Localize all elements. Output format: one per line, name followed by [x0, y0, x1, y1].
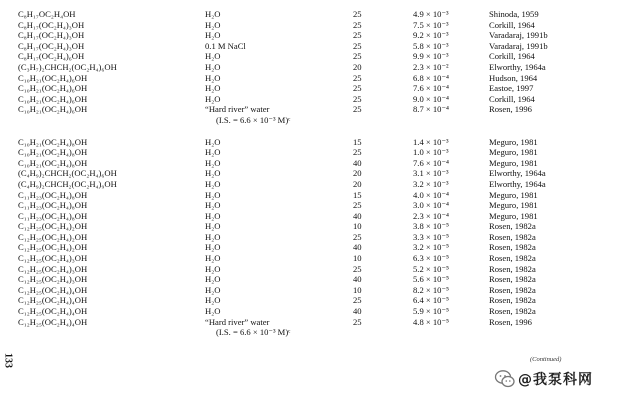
temperature-cell: 25: [353, 9, 362, 19]
cmc-value-cell: 7.6 × 10⁻⁴: [413, 157, 450, 168]
solvent-cell: H₂O: [205, 263, 221, 274]
solvent-cell: “Hard river” water: [205, 104, 270, 115]
surfactant-formula-cell: C₈H₁₇(OC₂H₄)₃OH: [18, 40, 85, 51]
solvent-cell: H₂O: [205, 200, 221, 211]
solvent-cell: H₂O: [205, 189, 221, 200]
temperature-cell: 20: [353, 61, 362, 72]
surfactant-formula-cell: C₁₀H₂₁(OC₂H₄)₆OH: [18, 72, 88, 83]
solvent-cell: H₂O: [205, 168, 221, 179]
surfactant-formula-cell: (C₃H₇)₂CHCH₂(OC₂H₄)₆OH: [18, 61, 117, 72]
solvent-cell: H₂O: [205, 231, 221, 242]
solvent-cell: H₂O: [205, 51, 221, 62]
reference-cell: Shinoda, 1959: [489, 9, 539, 19]
table-row: [0, 317, 623, 328]
cmc-value-cell: 3.8 × 10⁻⁵: [413, 221, 450, 232]
cmc-value-cell: 3.1 × 10⁻³: [413, 168, 449, 179]
cmc-data-table: [0, 9, 623, 338]
temperature-cell: 25: [353, 263, 362, 274]
cmc-value-cell: 2.3 × 10⁻⁴: [413, 210, 450, 221]
temperature-cell: 25: [353, 40, 362, 51]
reference-cell: Rosen, 1982a: [489, 242, 536, 253]
temperature-cell: 25: [353, 51, 362, 62]
cmc-value-cell: 6.3 × 10⁻⁵: [413, 253, 450, 264]
table-row: [0, 62, 623, 73]
reference-cell: Rosen, 1982a: [489, 263, 536, 274]
surfactant-formula-cell: C₁₂H₂₅(OC₂H₄)₂OH: [18, 242, 88, 253]
solvent-cell: H₂O: [205, 178, 221, 189]
solvent-cell: H₂O: [205, 93, 221, 104]
reference-cell: Meguro, 1981: [489, 147, 538, 158]
table-row: [0, 147, 623, 158]
surfactant-formula-cell: C₈H₁₇(OC₂H₄)₆OH: [18, 51, 85, 62]
cmc-value-cell: 3.0 × 10⁻⁴: [413, 200, 450, 211]
surfactant-formula-cell: C₁₀H₂₁(OC₂H₄)₈OH: [18, 136, 88, 147]
temperature-cell: 10: [353, 284, 362, 295]
table-row: [0, 168, 623, 179]
table-row-continuation: [0, 327, 623, 338]
solvent-cell: H₂O: [205, 295, 221, 306]
reference-cell: Rosen, 1982a: [489, 295, 536, 306]
surfactant-formula-cell: C₁₂H₂₅(OC₂H₄)₄OH: [18, 306, 88, 317]
table-row: [0, 9, 623, 20]
cmc-value-cell: 4.0 × 10⁻⁴: [413, 189, 450, 200]
cmc-value-cell: 5.2 × 10⁻⁵: [413, 263, 450, 274]
surfactant-formula-cell: C₁₂H₂₅(OC₂H₄)₃OH: [18, 274, 88, 285]
cmc-value-cell: 9.9 × 10⁻³: [413, 51, 449, 62]
temperature-cell: 20: [353, 178, 362, 189]
reference-cell: Eastoe, 1997: [489, 83, 534, 94]
cmc-value-cell: 5.9 × 10⁻⁵: [413, 306, 450, 317]
cmc-value-cell: 5.8 × 10⁻³: [413, 40, 449, 51]
table-row: [0, 232, 623, 243]
surfactant-formula-cell: C₁₀H₂₁(OC₂H₄)₆OH: [18, 83, 88, 94]
surfactant-formula-cell: C₁₁H₂₃(OC₂H₄)₈OH: [18, 189, 88, 200]
surfactant-formula-cell: C₁₂H₂₅(OC₂H₄)₂OH: [18, 231, 88, 242]
solvent-cell: H₂O: [205, 61, 221, 72]
cmc-value-cell: 3.3 × 10⁻⁵: [413, 231, 450, 242]
solvent-cell: H₂O: [205, 157, 221, 168]
cmc-value-cell: 3.2 × 10⁻³: [413, 178, 449, 189]
table-row: [0, 94, 623, 105]
surfactant-formula-cell: C₈H₁₇(OC₂H₄)₃OH: [18, 19, 85, 30]
surfactant-formula-cell: C₁₂H₂₅(OC₂H₄)₄OH: [18, 316, 88, 327]
solvent-cell: H₂O: [205, 284, 221, 295]
reference-cell: Meguro, 1981: [489, 200, 538, 211]
surfactant-formula-cell: C₁₀H₂₁(OC₂H₄)₈OH: [18, 157, 88, 168]
table-row: [0, 253, 623, 264]
table-row: [0, 73, 623, 84]
temperature-cell: 25: [353, 19, 362, 30]
cmc-value-cell: 7.5 × 10⁻³: [413, 19, 449, 30]
reference-cell: Elworthy, 1964a: [489, 168, 546, 179]
cmc-value-cell: 2.3 × 10⁻²: [413, 61, 449, 72]
temperature-cell: 25: [353, 93, 362, 104]
table-row: [0, 137, 623, 148]
solvent-cell: H₂O: [205, 242, 221, 253]
reference-cell: Meguro, 1981: [489, 189, 538, 200]
solvent-cell: H₂O: [205, 274, 221, 285]
reference-cell: Rosen, 1996: [489, 316, 532, 327]
reference-cell: Rosen, 1982a: [489, 221, 536, 232]
cmc-value-cell: 8.7 × 10⁻⁴: [413, 104, 450, 115]
cmc-value-cell: 7.6 × 10⁻⁴: [413, 83, 450, 94]
temperature-cell: 20: [353, 168, 362, 179]
table-row: [0, 30, 623, 41]
table-row: [0, 20, 623, 31]
table-row: [0, 285, 623, 296]
reference-cell: Rosen, 1996: [489, 104, 532, 115]
table-row: [0, 104, 623, 115]
reference-cell: Rosen, 1982a: [489, 253, 536, 264]
table-row: [0, 41, 623, 52]
temperature-cell: 25: [353, 295, 362, 306]
table-row: [0, 179, 623, 190]
reference-cell: Meguro, 1981: [489, 210, 538, 221]
temperature-cell: 40: [353, 306, 362, 317]
surfactant-formula-cell: C₁₀H₂₁(OC₂H₄)₆OH: [18, 93, 88, 104]
page-number: 133: [2, 353, 14, 368]
surfactant-formula-cell: C₁₀H₂₁(OC₂H₄)₈OH: [18, 147, 88, 158]
surfactant-formula-cell: C₈H₁₇OC₂H₄OH: [18, 9, 76, 19]
surfactant-formula-cell: C₁₀H₂₁(OC₂H₄)₆OH: [18, 104, 88, 115]
temperature-cell: 25: [353, 30, 362, 41]
temperature-cell: 25: [353, 231, 362, 242]
solvent-cell: H₂O: [205, 136, 221, 147]
surfactant-formula-cell: (C₄H₉)₂CHCH₂(OC₂H₄)₆OH: [18, 168, 117, 179]
solvent-cell: H₂O: [205, 9, 221, 19]
solvent-cell: H₂O: [205, 19, 221, 30]
solvent-cell: H₂O: [205, 72, 221, 83]
reference-cell: Varadaraj, 1991b: [489, 30, 548, 41]
reference-cell: Corkill, 1964: [489, 51, 535, 62]
solvent-cell: H₂O: [205, 83, 221, 94]
solvent-cell: “Hard river” water: [205, 316, 270, 327]
cmc-value-cell: 6.4 × 10⁻⁵: [413, 295, 450, 306]
reference-cell: Rosen, 1982a: [489, 284, 536, 295]
temperature-cell: 25: [353, 104, 362, 115]
cmc-value-cell: 9.0 × 10⁻⁴: [413, 93, 450, 104]
table-row: [0, 200, 623, 211]
reference-cell: Corkill, 1964: [489, 19, 535, 30]
table-row: [0, 158, 623, 169]
cmc-value-cell: 8.2 × 10⁻⁵: [413, 284, 450, 295]
table-row: [0, 51, 623, 62]
temperature-cell: 25: [353, 83, 362, 94]
surfactant-formula-cell: C₁₂H₂₅(OC₂H₄)₂OH: [18, 221, 88, 232]
table-row: [0, 242, 623, 253]
solvent-cell: (I.S. = 6.6 × 10⁻³ M)ᶜ: [216, 327, 291, 338]
surfactant-formula-cell: C₈H₁₇(OC₂H₄)₃OH: [18, 30, 85, 41]
table-row: [0, 211, 623, 222]
surfactant-formula-cell: C₁₁H₂₃(OC₂H₄)₈OH: [18, 210, 88, 221]
reference-cell: Rosen, 1982a: [489, 231, 536, 242]
reference-cell: Elworthy, 1964a: [489, 61, 546, 72]
cmc-value-cell: 6.8 × 10⁻⁴: [413, 72, 450, 83]
cmc-value-cell: 1.4 × 10⁻³: [413, 136, 449, 147]
table-row: [0, 306, 623, 317]
table-row: [0, 190, 623, 201]
reference-cell: Rosen, 1982a: [489, 306, 536, 317]
temperature-cell: 25: [353, 200, 362, 211]
solvent-cell: H₂O: [205, 306, 221, 317]
watermark: [494, 366, 593, 392]
temperature-cell: 25: [353, 316, 362, 327]
surfactant-formula-cell: C₁₂H₂₅(OC₂H₄)₄OH: [18, 295, 88, 306]
solvent-cell: H₂O: [205, 253, 221, 264]
reference-cell: Meguro, 1981: [489, 136, 538, 147]
cmc-value-cell: 4.8 × 10⁻⁵: [413, 316, 450, 327]
temperature-cell: 15: [353, 189, 362, 200]
solvent-cell: 0.1 M NaCl: [205, 40, 246, 51]
table-row-continuation: [0, 115, 623, 126]
temperature-cell: 40: [353, 242, 362, 253]
reference-cell: Corkill, 1964: [489, 93, 535, 104]
table-row: [0, 221, 623, 232]
reference-cell: Hudson, 1964: [489, 72, 538, 83]
surfactant-formula-cell: (C₄H₉)₂CHCH₂(OC₂H₄)₉OH: [18, 178, 117, 189]
cmc-value-cell: 3.2 × 10⁻⁵: [413, 242, 450, 253]
temperature-cell: 15: [353, 136, 362, 147]
continued-note: (Continued): [530, 356, 562, 363]
reference-cell: Elworthy, 1964a: [489, 178, 546, 189]
temperature-cell: 40: [353, 210, 362, 221]
table-row: [0, 295, 623, 306]
surfactant-formula-cell: C₁₁H₂₃(OC₂H₄)₈OH: [18, 200, 88, 211]
watermark-text: @我泵科网: [518, 372, 593, 388]
surfactant-formula-cell: C₁₂H₂₅(OC₂H₄)₄OH: [18, 284, 88, 295]
reference-cell: Varadaraj, 1991b: [489, 40, 548, 51]
table-row: [0, 264, 623, 275]
temperature-cell: 40: [353, 157, 362, 168]
cmc-value-cell: 4.9 × 10⁻³: [413, 9, 449, 19]
surfactant-formula-cell: C₁₂H₂₅(OC₂H₄)₃OH: [18, 253, 88, 264]
solvent-cell: H₂O: [205, 210, 221, 221]
wechat-icon: [494, 368, 516, 390]
cmc-value-cell: 9.2 × 10⁻³: [413, 30, 449, 41]
cmc-value-cell: 1.0 × 10⁻³: [413, 147, 449, 158]
table-row: [0, 274, 623, 285]
table-row: [0, 83, 623, 94]
reference-cell: Meguro, 1981: [489, 157, 538, 168]
reference-cell: Rosen, 1982a: [489, 274, 536, 285]
cmc-value-cell: 5.6 × 10⁻⁵: [413, 274, 450, 285]
solvent-cell: H₂O: [205, 30, 221, 41]
solvent-cell: (I.S. = 6.6 × 10⁻³ M)ᶜ: [216, 114, 291, 125]
temperature-cell: 40: [353, 274, 362, 285]
temperature-cell: 25: [353, 72, 362, 83]
surfactant-formula-cell: C₁₂H₂₅(OC₂H₄)₃OH: [18, 263, 88, 274]
solvent-cell: H₂O: [205, 147, 221, 158]
temperature-cell: 10: [353, 253, 362, 264]
temperature-cell: 25: [353, 147, 362, 158]
solvent-cell: H₂O: [205, 221, 221, 232]
temperature-cell: 10: [353, 221, 362, 232]
